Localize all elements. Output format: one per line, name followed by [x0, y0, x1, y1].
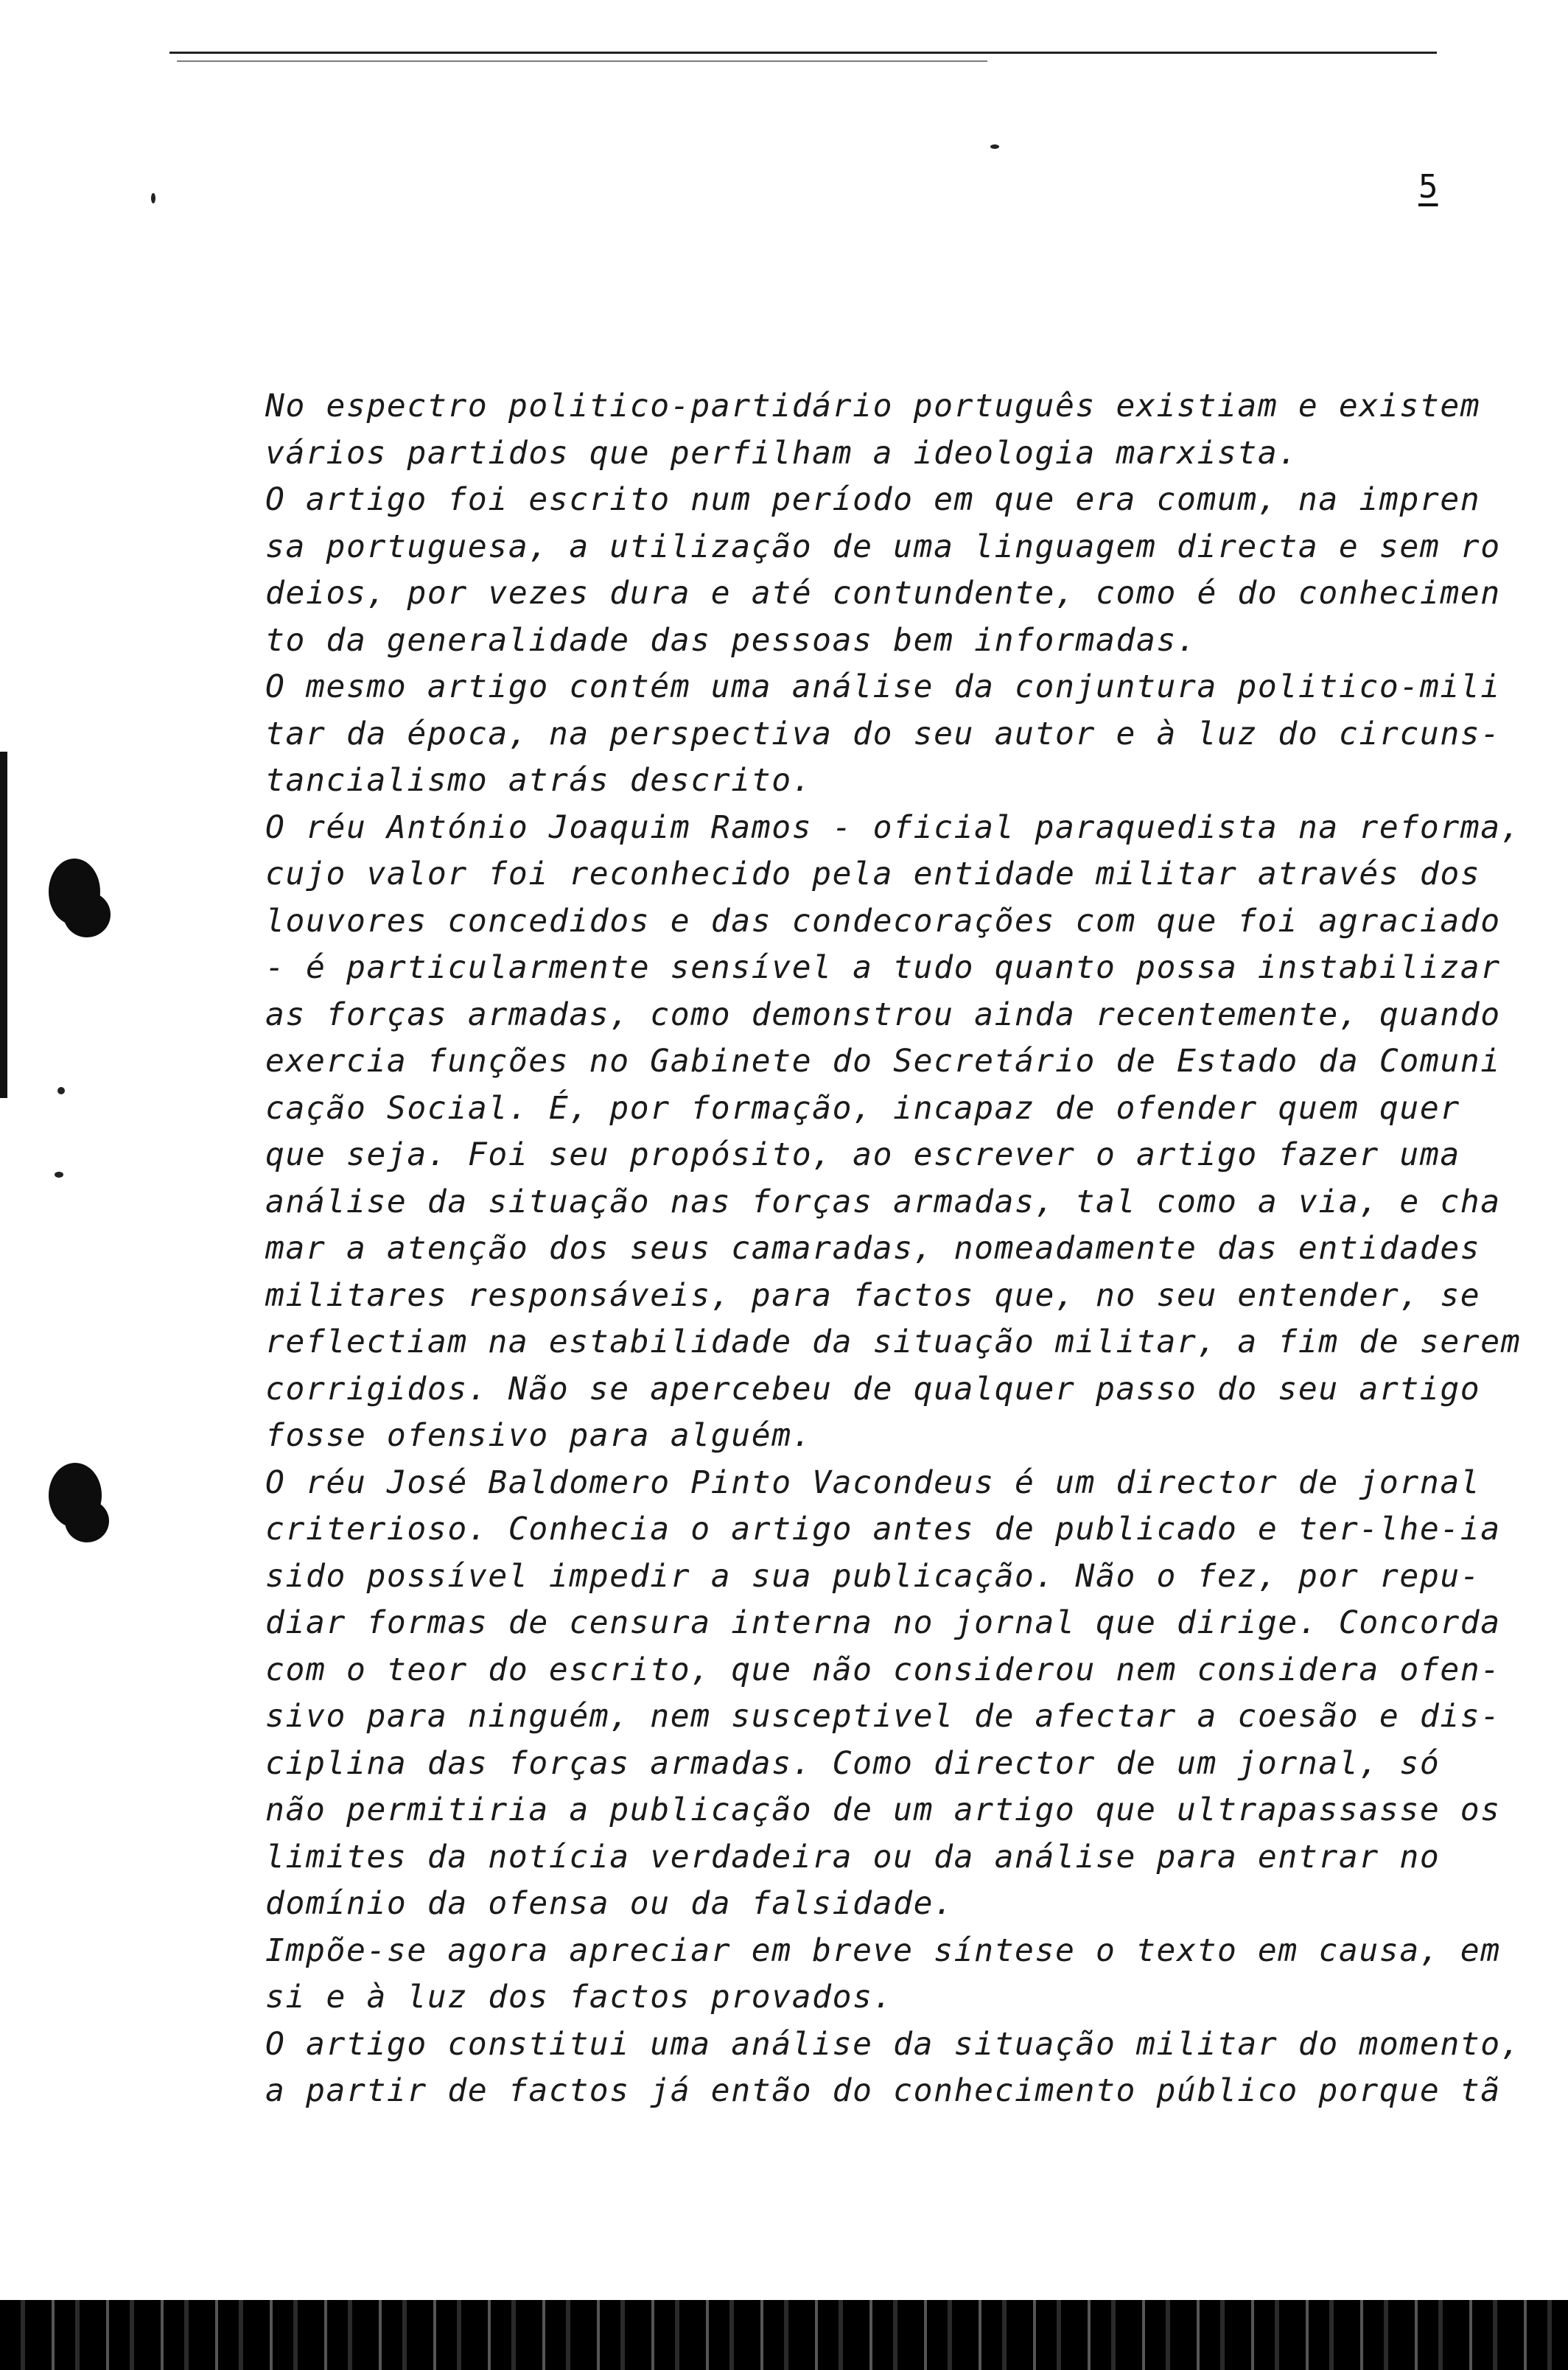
text-line: as forças armadas, como demonstrou ainda recentemente, quando: [265, 996, 1501, 1033]
text-line: tar da época, na perspectiva do seu autor e à luz do circuns-: [265, 715, 1501, 752]
text-line: que seja. Foi seu propósito, ao escrever o artigo fazer uma: [265, 1136, 1460, 1173]
text-line: cação Social. É, por formação, incapaz de ofender quem quer: [265, 1089, 1460, 1127]
scan-bottom-border: [0, 2300, 1568, 2370]
text-line: Impõe-se agora apreciar em breve síntese o texto em causa, em: [265, 1932, 1501, 1969]
text-line: corrigidos. Não se apercebeu de qualquer passo do seu artigo: [265, 1370, 1481, 1408]
text-line: criterioso. Conhecia o artigo antes de publicado e ter-lhe-ia: [265, 1511, 1501, 1548]
scan-speck: [151, 193, 155, 203]
text-line: diar formas de censura interna no jornal que dirige. Concorda: [265, 1604, 1501, 1641]
text-line: militares responsáveis, para factos que, no seu entender, se: [265, 1276, 1481, 1314]
text-line: a partir de factos já então do conhecimento público porque tã: [265, 2072, 1501, 2109]
text-line: sa portuguesa, a utilização de uma linguagem directa e sem ro: [265, 528, 1501, 565]
text-line: O artigo constitui uma análise da situação militar do momento,: [265, 2025, 1522, 2063]
text-line: reflectiam na estabilidade da situação militar, a fim de serem: [265, 1324, 1522, 1360]
scan-edge-shadow: [0, 752, 7, 1098]
text-line: análise da situação nas forças armadas, tal como a via, e cha: [265, 1183, 1501, 1220]
text-line: louvores concedidos e das condecorações com que foi agraciado: [265, 902, 1501, 940]
text-line: com o teor do escrito, que não considerou nem considera ofen-: [265, 1651, 1501, 1688]
page-number: 5: [1418, 168, 1438, 206]
text-line: O réu António Joaquim Ramos - oficial paraquedista na reforma,: [265, 808, 1522, 846]
text-line: tancialismo atrás descrito.: [265, 762, 813, 799]
text-line: - é particularmente sensível a tudo quanto possa instabilizar: [265, 949, 1501, 986]
punch-hole-mark: [63, 892, 111, 937]
scan-speck: [55, 1172, 63, 1178]
text-line: vários partidos que perfilham a ideologia marxista.: [265, 434, 1298, 472]
text-line: deios, por vezes dura e até contundente, como é do conhecimen: [265, 575, 1501, 612]
text-line: to da generalidade das pessoas bem informadas.: [265, 621, 1197, 659]
text-line: sivo para ninguém, nem susceptivel de afectar a coesão e dis-: [265, 1698, 1501, 1735]
scan-speck: [57, 1087, 65, 1094]
text-line: fosse ofensivo para alguém.: [265, 1417, 813, 1454]
text-line: sido possível impedir a sua publicação. Não o fez, por repu-: [265, 1557, 1481, 1595]
text-line: si e à luz dos factos provados.: [265, 1979, 894, 2016]
text-line: exercia funções no Gabinete do Secretário de Estado da Comuni: [265, 1043, 1501, 1080]
text-line: O mesmo artigo contém uma análise da conjuntura politico-mili: [265, 668, 1501, 705]
punch-hole-mark: [65, 1500, 109, 1542]
text-line: limites da notícia verdadeira ou da análise para entrar no: [265, 1838, 1441, 1876]
top-rule: [169, 52, 1437, 54]
text-line: mar a atenção dos seus camaradas, nomeadamente das entidades: [265, 1230, 1481, 1267]
text-line: No espectro politico-partidário português existiam e existem: [265, 388, 1481, 424]
text-line: cujo valor foi reconhecido pela entidade militar através dos: [265, 856, 1481, 892]
text-line: O réu José Baldomero Pinto Vacondeus é um director de jornal: [265, 1464, 1481, 1501]
text-line: ciplina das forças armadas. Como director de um jornal, só: [265, 1744, 1441, 1782]
text-line: O artigo foi escrito num período em que era comum, na impren: [265, 481, 1481, 518]
text-line: domínio da ofensa ou da falsidade.: [265, 1885, 954, 1922]
document-body: [265, 383, 1522, 2115]
scan-speck: [990, 144, 999, 149]
top-rule-faint: [177, 60, 987, 62]
text-line: não permitiria a publicação de um artigo que ultrapassasse os: [265, 1792, 1501, 1828]
